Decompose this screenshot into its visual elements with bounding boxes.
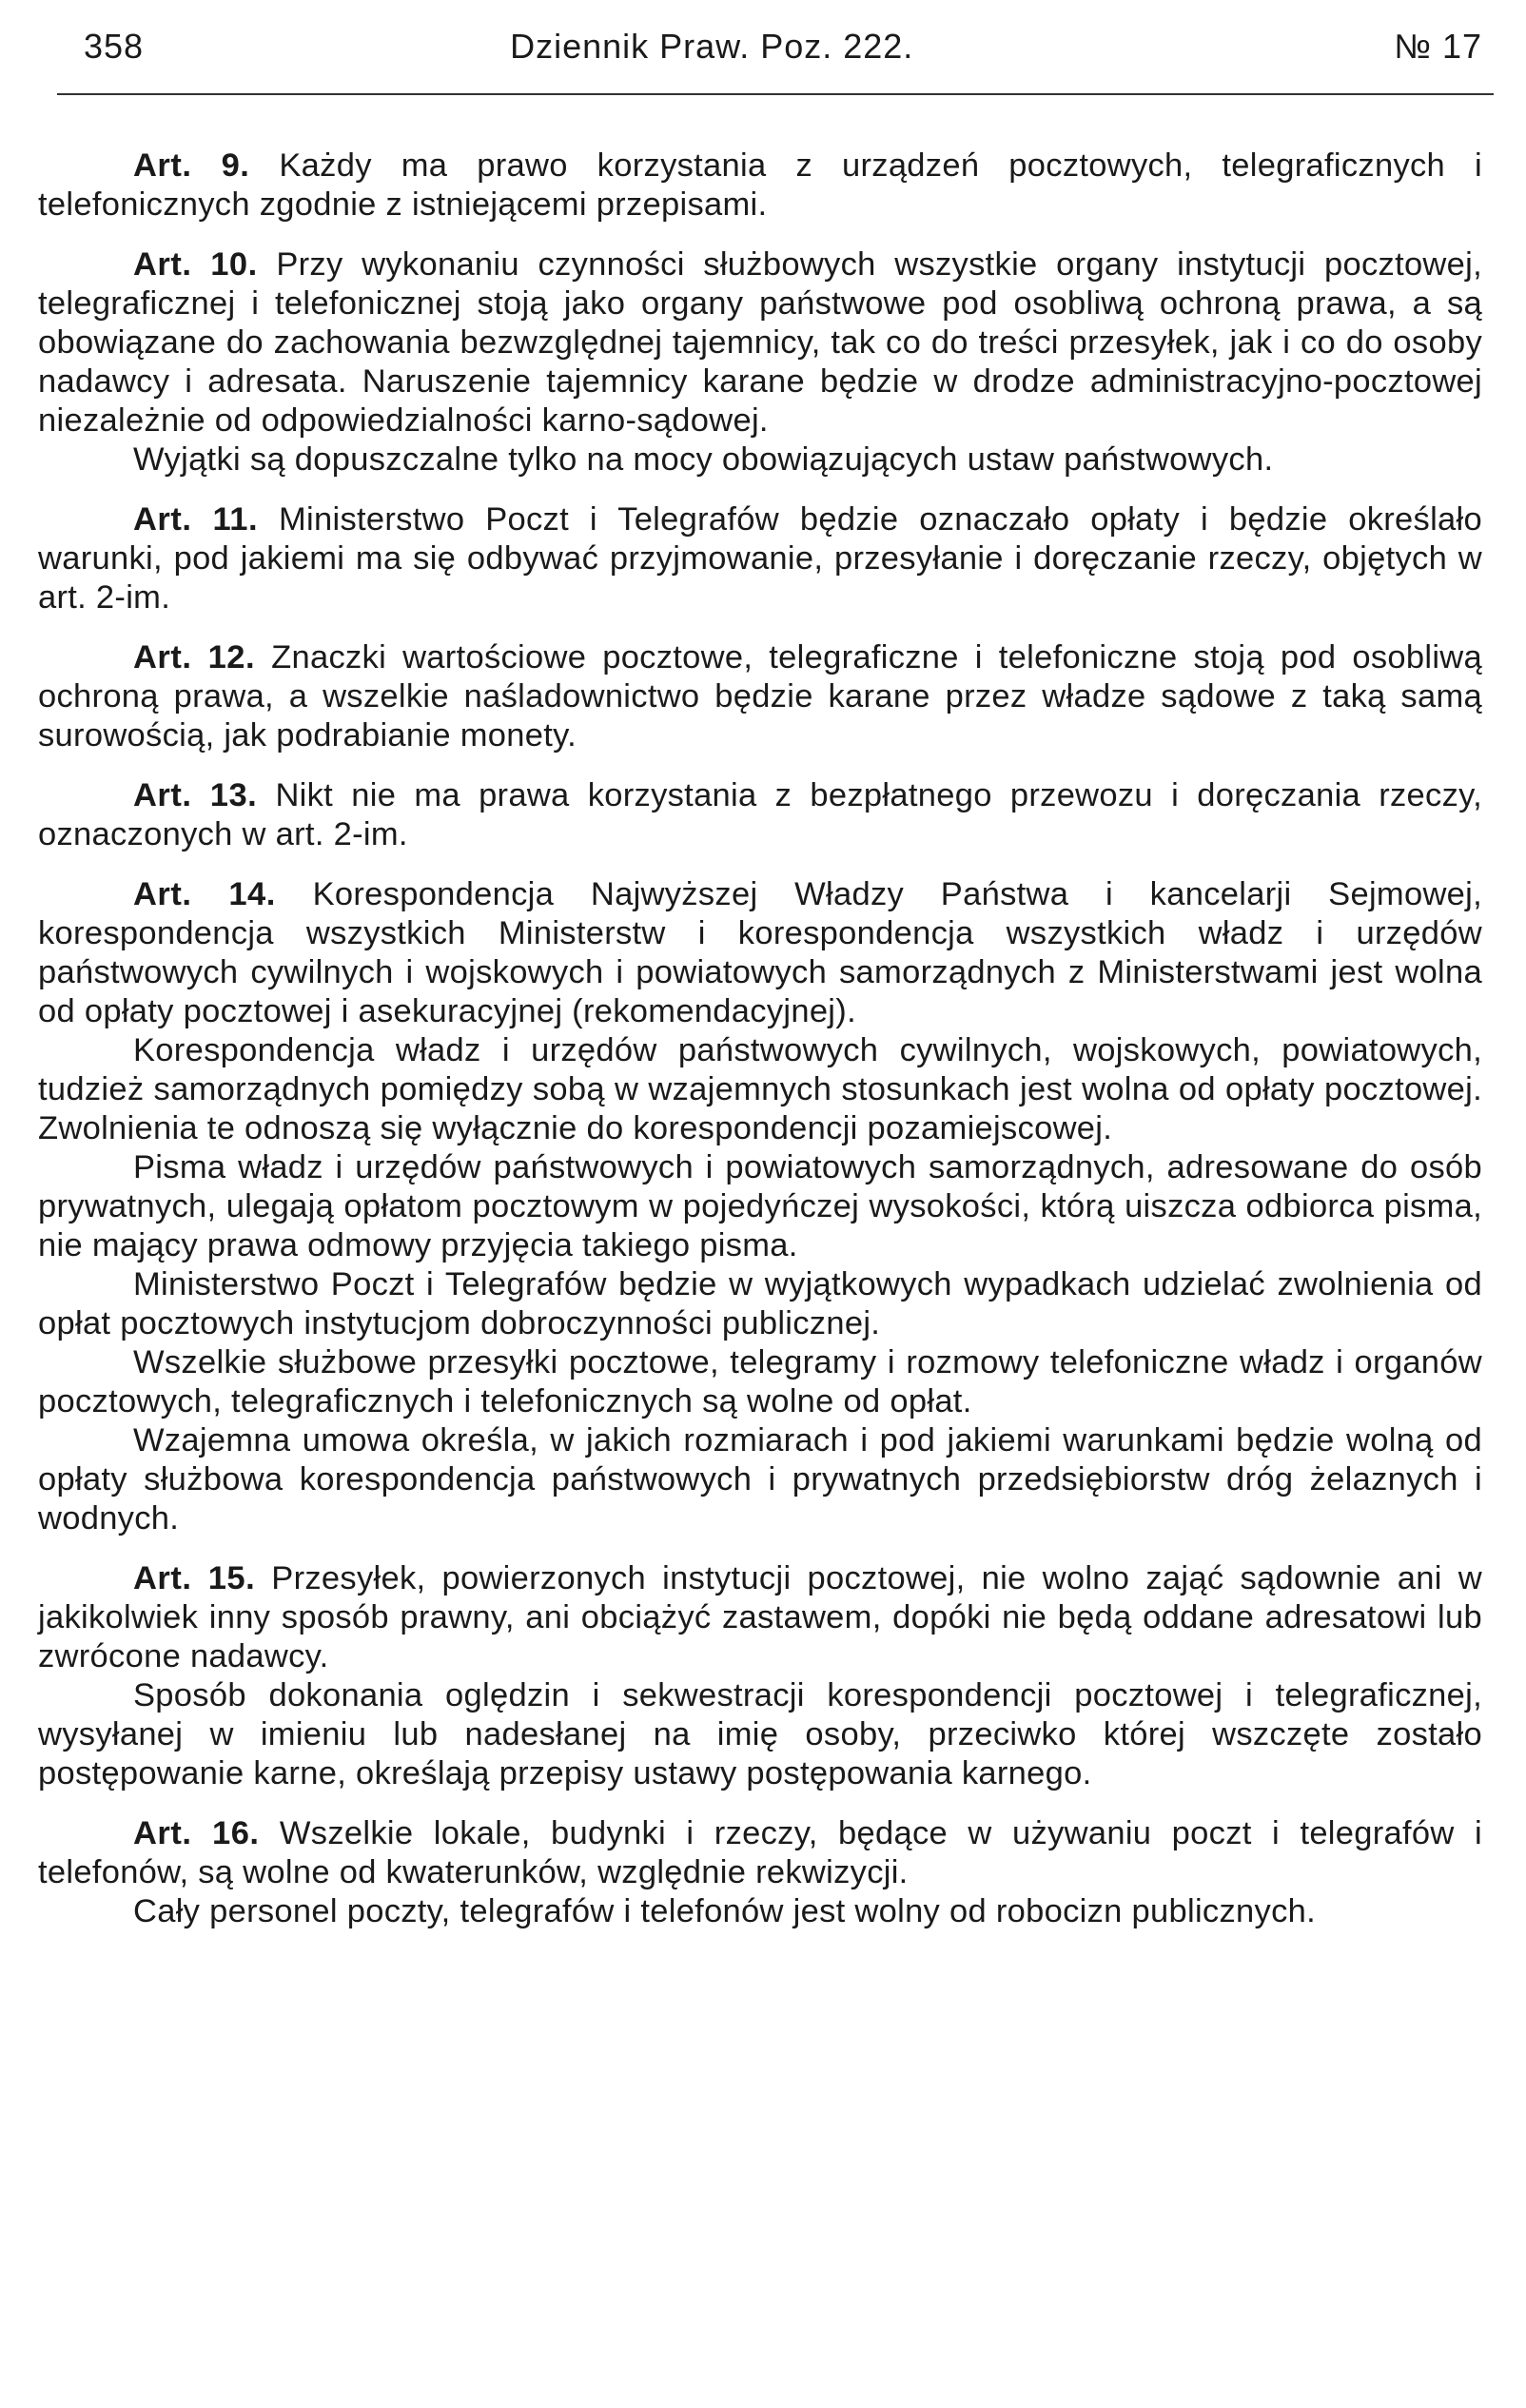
page-number: 358 [84,27,145,66]
article-paragraph [38,1676,1482,1793]
article-text: Wzajemna umowa określa, w jakich rozmiarach i pod jakiemi warunkami będzie wolną od opłaty służbowa korespondencja państwowych i prywatnych przedsiębiorstw dróg żelaznych i wodnych. [38,1422,1482,1537]
article [38,638,1482,755]
article-paragraph [38,440,1482,480]
article-paragraph [38,245,1482,440]
article-label: Art. 15. [133,1560,256,1596]
article-text: Wyjątki są dopuszczalne tylko na mocy obowiązujących ustaw państwowych. [133,441,1274,478]
article-paragraph [38,500,1482,617]
article [38,500,1482,617]
issue-number: № 17 [1394,27,1482,66]
article-paragraph [38,1148,1482,1265]
article-text: Przesyłek, powierzonych instytucji pocztowej, nie wolno zająć sądownie ani w jakikolwiek inny sposób prawny, ani obciążyć zastawem, dopóki nie będą oddane adresatowi lub zwrócone nadawcy. [38,1560,1482,1674]
article-label: Art. 11. [133,501,259,538]
article-text: Wszelkie służbowe przesyłki pocztowe, telegramy i rozmowy telefoniczne władz i organów pocztowych, telegraficznych i telefonicznych są wolne od opłat. [38,1344,1482,1419]
article-text: Ministerstwo Poczt i Telegrafów będzie w wyjątkowych wypadkach udzielać zwolnienia od opłat pocztowych instytucjom dobroczynności publicznej. [38,1266,1482,1341]
article-paragraph [38,638,1482,755]
page-header [38,25,1482,69]
article-paragraph [38,1265,1482,1343]
article-paragraph [38,776,1482,854]
article-text: Przy wykonaniu czynności służbowych wszystkie organy instytucji pocztowej, telegraficznej i telefonicznej stoją jako organy państwowe pod osobliwą ochroną prawa, a są obowiązane do zachowania bezwzględnej tajemnicy, tak co do treści przesyłek, jak i co do osoby nadawcy i adresata. Naruszenie tajemnicy karane będzie w drodze administracyjno-pocztowej niezależnie od odpowiedzialności karno-sądowej. [38,246,1482,439]
article-text: Nikt nie ma prawa korzystania z bezpłatnego przewozu i doręczania rzeczy, oznaczonych w art. 2-im. [38,777,1482,852]
articles-body [38,147,1482,1931]
article-label: Art. 16. [133,1815,260,1851]
article-text: Pisma władz i urzędów państwowych i powiatowych samorządnych, adresowane do osób prywatnych, ulegają opłatom pocztowym w pojedyńczej wysokości, którą uiszcza odbiorca pisma, nie mający prawa odmowy przyjęcia takiego pisma. [38,1149,1482,1263]
article-text: Znaczki wartościowe pocztowe, telegraficzne i telefoniczne stoją pod osobliwą ochroną prawa, a wszelkie naśladownictwo będzie karane przez władze sądowe z taką samą surowością, jak podrabianie monety. [38,639,1482,754]
journal-title: Dziennik Praw. Poz. 222. [510,27,914,66]
article-text: Sposób dokonania oględzin i sekwestracji korespondencji pocztowej i telegraficznej, wysyłanej w imieniu lub nadesłanej na imię osoby, przeciwko której wszczęte zostało postępowanie karne, określają przepisy ustawy postępowania karnego. [38,1677,1482,1791]
article-paragraph [38,1421,1482,1538]
article-paragraph [38,147,1482,225]
article-paragraph [38,1814,1482,1892]
article [38,875,1482,1538]
article-paragraph [38,1892,1482,1931]
article-text: Korespondencja Najwyższej Władzy Państwa i kancelarji Sejmowej, korespondencja wszystkich Ministerstw i korespondencja wszystkich władz i urzędów państwowych cywilnych i wojskowych i powiatowych samorządnych z Ministerstwami jest wolna od opłaty pocztowej i asekuracyjnej (rekomendacyjnej). [38,876,1482,1029]
article-label: Art. 9. [133,147,250,184]
article [38,1814,1482,1931]
article-paragraph [38,1559,1482,1676]
article-text: Ministerstwo Poczt i Telegrafów będzie oznaczało opłaty i będzie określało warunki, pod jakiemi ma się odbywać przyjmowanie, przesyłanie i doręczanie rzeczy, objętych w art. 2-im. [38,501,1482,616]
article-label: Art. 14. [133,876,276,912]
article-paragraph [38,875,1482,1031]
header-divider [57,93,1494,95]
article [38,245,1482,480]
article [38,776,1482,854]
article [38,147,1482,225]
article-label: Art. 10. [133,246,258,283]
article-text: Korespondencja władz i urzędów państwowych cywilnych, wojskowych, powiatowych, tudzież samorządnych pomiędzy sobą w wzajemnych stosunkach jest wolna od opłaty pocztowej. Zwolnienia te odnoszą się wyłącznie do korespondencji pozamiejscowej. [38,1032,1482,1146]
article-text: Cały personel poczty, telegrafów i telefonów jest wolny od robocizn publicznych. [133,1893,1316,1929]
article [38,1559,1482,1793]
article-label: Art. 12. [133,639,256,675]
article-label: Art. 13. [133,777,258,813]
article-text: Każdy ma prawo korzystania z urządzeń pocztowych, telegraficznych i telefonicznych zgodnie z istniejącemi przepisami. [38,147,1482,223]
article-paragraph [38,1031,1482,1148]
article-text: Wszelkie lokale, budynki i rzeczy, będące w używaniu poczt i telegrafów i telefonów, są wolne od kwaterunków, względnie rekwizycji. [38,1815,1482,1890]
article-paragraph [38,1343,1482,1421]
